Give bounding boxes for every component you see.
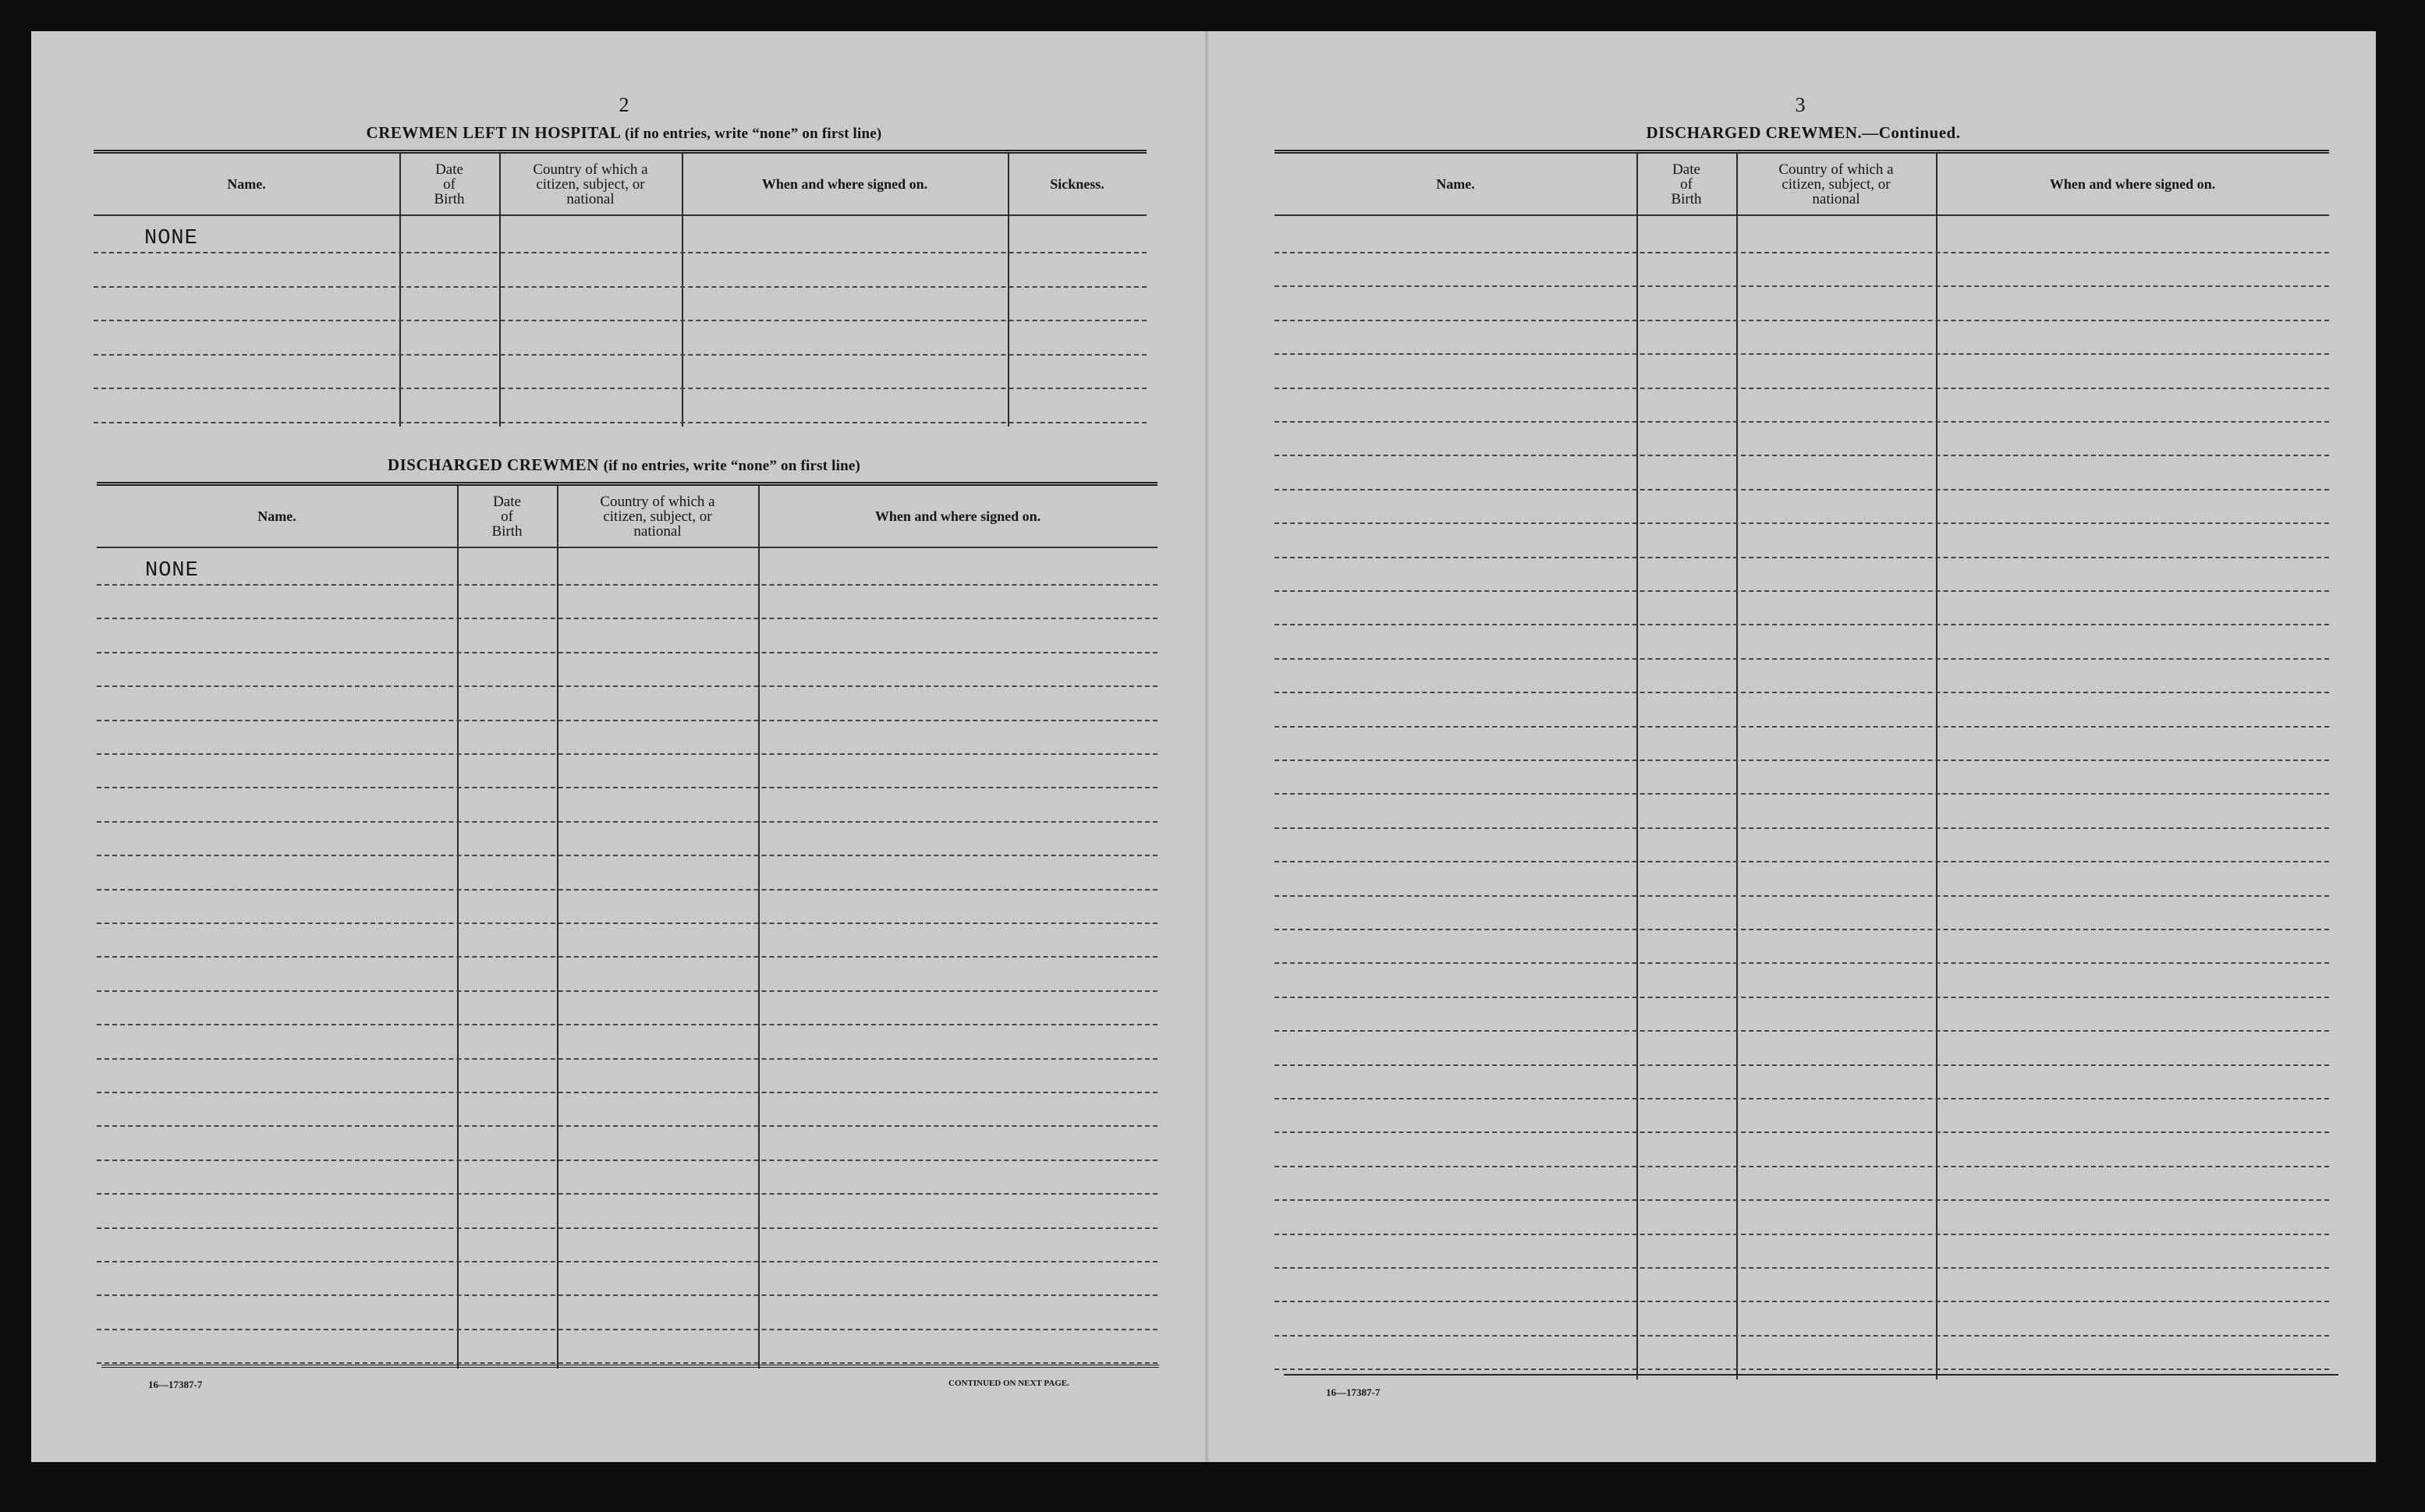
table-row <box>1275 997 2329 998</box>
table-row <box>1275 692 2329 693</box>
table-row <box>94 354 1147 356</box>
column-divider <box>1008 154 1009 427</box>
column-divider <box>499 154 501 427</box>
table-row <box>97 584 1158 586</box>
table-row <box>1275 1166 2329 1167</box>
table-row <box>1275 285 2329 287</box>
table-row <box>97 922 1158 924</box>
table-row <box>97 855 1158 856</box>
table-row <box>97 1125 1158 1127</box>
table-row <box>1275 895 2329 897</box>
header-sickness: Sickness. <box>1050 175 1104 192</box>
table-row <box>97 1058 1158 1060</box>
table-row <box>1275 455 2329 456</box>
table-row <box>97 956 1158 958</box>
hospital-section-title <box>94 123 1154 143</box>
column-divider <box>682 154 683 427</box>
discharged-title-note: (if no entries, write “none” on first line) <box>603 458 861 474</box>
continued-note: CONTINUED ON NEXT PAGE. <box>948 1379 1069 1388</box>
header-when-where-signed-on: When and where signed on. <box>874 508 1041 524</box>
header-date-of-birth: Date of Birth <box>491 493 523 540</box>
table-row <box>94 252 1147 253</box>
table-row <box>1275 1301 2329 1302</box>
table-row <box>97 1092 1158 1093</box>
form-number: 16—17387-7 <box>148 1379 203 1390</box>
table-row <box>97 753 1158 755</box>
table-row <box>1275 522 2329 524</box>
discharged-table <box>97 482 1158 1375</box>
header-country: Country of which a citizen, subject, or national <box>533 161 648 207</box>
table-row <box>97 1294 1158 1296</box>
table-row <box>1275 1335 2329 1337</box>
header-date-of-birth: Date of Birth <box>1671 161 1702 207</box>
table-row <box>1275 489 2329 490</box>
table-row <box>1275 353 2329 355</box>
table-row <box>1275 658 2329 660</box>
table-row <box>1275 1267 2329 1269</box>
discharged-entry-name: NONE <box>145 559 199 582</box>
page-number: 2 <box>619 94 629 116</box>
form-number: 16—17387-7 <box>1326 1386 1381 1398</box>
column-divider <box>1936 154 1938 1379</box>
table-row <box>1275 1199 2329 1201</box>
page-number: 3 <box>1795 94 1806 116</box>
table-row <box>97 990 1158 992</box>
table-row <box>97 889 1158 891</box>
table-row <box>97 1024 1158 1025</box>
header-date-of-birth: Date of Birth <box>434 161 465 207</box>
table-row <box>1275 320 2329 321</box>
discharged-title-text: DISCHARGED CREWMEN <box>387 455 599 474</box>
table-row <box>1275 1064 2329 1066</box>
discharged-section-title <box>94 455 1154 475</box>
table-row <box>97 685 1158 687</box>
header-name: Name. <box>257 508 296 524</box>
discharged-table-header <box>97 486 1158 548</box>
column-divider <box>1636 154 1638 1379</box>
discharged-continued-title: DISCHARGED CREWMEN.—Continued. <box>1646 123 1961 142</box>
table-row <box>1275 388 2329 389</box>
table-row <box>1275 726 2329 728</box>
table-row <box>1275 827 2329 829</box>
table-row <box>97 1227 1158 1229</box>
page-fold <box>1205 31 1208 1462</box>
table-row <box>97 618 1158 619</box>
hospital-title-text: CREWMEN LEFT IN HOSPITAL <box>366 123 621 142</box>
table-row <box>1275 793 2329 795</box>
table-row <box>1275 1131 2329 1133</box>
table-row <box>1275 962 2329 964</box>
hospital-entry-name: NONE <box>144 227 198 250</box>
table-row <box>97 1329 1158 1330</box>
table-row <box>1275 760 2329 761</box>
table-row <box>1275 861 2329 862</box>
table-row <box>1275 1369 2329 1370</box>
table-row <box>1275 1098 2329 1099</box>
table-row <box>97 652 1158 653</box>
hospital-table <box>94 150 1147 434</box>
column-divider <box>1736 154 1738 1379</box>
header-when-where-signed-on: When and where signed on. <box>2049 175 2216 192</box>
column-divider <box>399 154 401 427</box>
table-row <box>97 787 1158 788</box>
table-row <box>1275 557 2329 558</box>
hospital-table-header <box>94 154 1147 216</box>
table-row <box>97 821 1158 823</box>
table-row <box>97 720 1158 721</box>
table-row <box>94 320 1147 321</box>
discharged-continued-table <box>1275 150 2329 1386</box>
bottom-rule <box>101 1365 1159 1368</box>
table-row <box>94 422 1147 423</box>
table-row <box>97 1261 1158 1262</box>
table-row <box>1275 1234 2329 1235</box>
table-row <box>94 388 1147 389</box>
table-row <box>1275 929 2329 930</box>
header-name: Name. <box>1436 175 1475 192</box>
hospital-title-note: (if no entries, write “none” on first line) <box>625 126 882 142</box>
header-country: Country of which a citizen, subject, or national <box>600 493 715 540</box>
header-country: Country of which a citizen, subject, or national <box>1778 161 1894 207</box>
table-row <box>97 1160 1158 1161</box>
table-row <box>94 286 1147 288</box>
table-row <box>1275 590 2329 592</box>
table-row <box>97 1362 1158 1364</box>
discharged-continued-header <box>1275 154 2329 216</box>
table-row <box>97 1193 1158 1195</box>
table-row <box>1275 624 2329 625</box>
table-row <box>1275 1030 2329 1032</box>
bottom-rule <box>1284 1374 2338 1376</box>
table-row <box>1275 252 2329 253</box>
header-when-where-signed-on: When and where signed on. <box>761 175 928 192</box>
header-name: Name. <box>227 175 266 192</box>
table-row <box>1275 421 2329 423</box>
